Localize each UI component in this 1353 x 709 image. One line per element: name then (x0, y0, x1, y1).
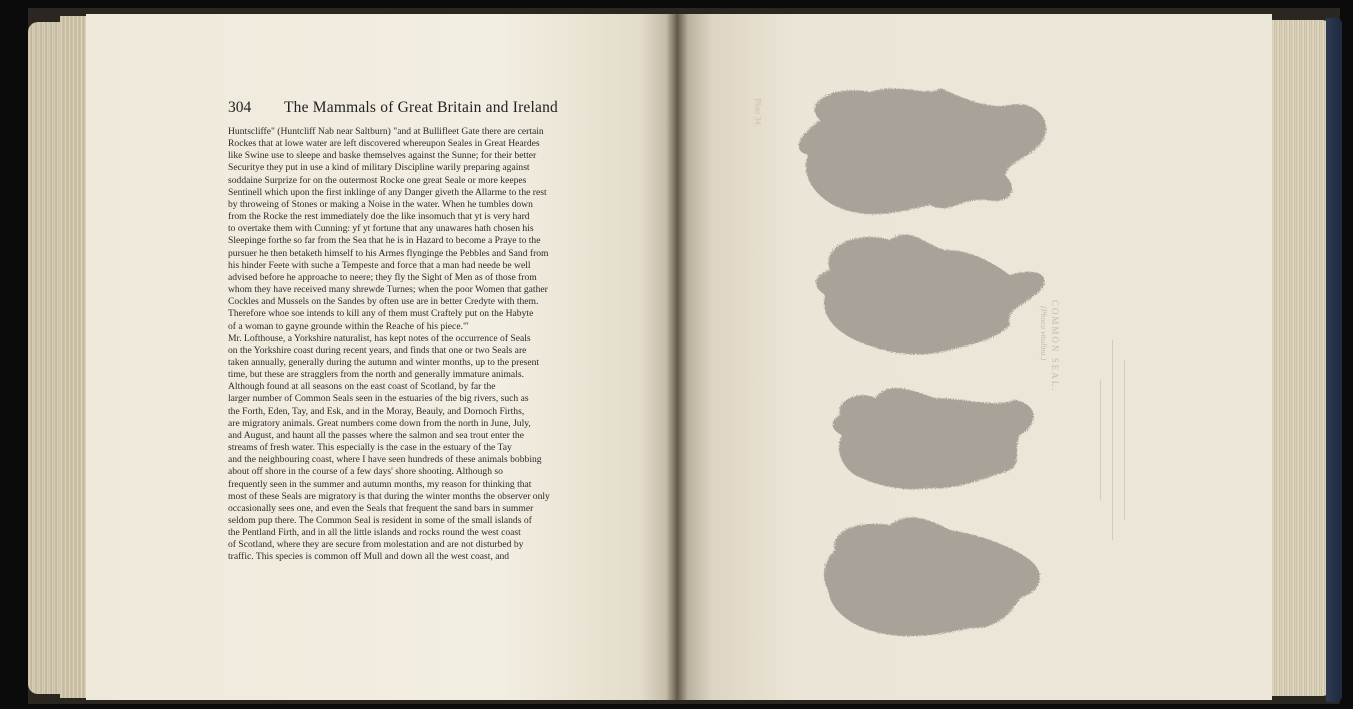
caption-title: COMMON SEAL. (1050, 300, 1060, 393)
page-edges-right (1270, 20, 1332, 696)
running-head (228, 99, 558, 119)
book-gutter (666, 14, 688, 700)
seal-pelt-3 (833, 388, 1034, 489)
caption-subtitle: (Phoca vitulina.) (1039, 306, 1048, 361)
body-text: Huntscliffe" (Huntcliff Nab near Saltburn) "and at Bullifleet Gate there are certain Rockes that at lowe water are left discovered whereupon Seales in Great Heardes like Swine use to sleepe and baske themselves against the Sunne; for their better Securitye they put in use a kind of military Discipline warily preparing against soddaine Surprize for on the outermost Rocke one great Seale or more keepes Sentinell which upon the first inklinge of any Danger giveth the Allarme to the rest by throweing of Stones or making a Noise in the water. When he tumbles down from the Rocke the rest immediately doe the like insomuch that yt is very hard to overtake them with Cunning: yf yt fortune that any unawares hath chosen his Sleepinge forthe so far from the Sea that he is in Hazard to become a Praye to the pursuer he then betaketh himself to his Armes flyngingе the Pebbles and Sand from his hinder Feete with suche a Tempeste and force that a man had neede be well advised before he approache to neere; they fly the Sight of Men as of those from whom they have received many shrewde Turnes; when the poor Women that gather Cockles and Mussels on the Sandes by often use are in better Credyte with them. Therefore whoe soe intends to kill any of them must Craftely put on the Habyte of a woman to gayne grounde within the Reache of his piece."' Mr. Lofthouse, a Yorkshire naturalist, has kept notes of the occurrence of Seals on the Yorkshire coast during recent years, and finds that one or two Seals are taken annually, generally during the autumn and winter months, up to the present time, but these are stragglers from the north and generally immature animals. Although found at all seasons on the east coast of Scotland, by far the larger number of Common Seals seen in the estuaries of the big rivers, such as the Forth, Eden, Tay, and Esk, and in the Moray, Beauly, and Dornoch Firths, are migratory animals. Great numbers come down from the north in June, July, and August, and haunt all the passes where the salmon and sea trout enter the streams of fresh water. This especially is the case in the estuary of the Tay and the neighbouring coast, where I have seen hundreds of these animals bobbing about off shore in the course of a few days' shore shooting. Although so frequently seen in the summer and autumn months, my reason for thinking that most of these Seals are migratory is that during the winter months the observer only occasionally sees one, and even the Seals that frequent the sand bars in summer seldom pup there. The Common Seal is resident in some of the small islands of the Pentland Firth, and in all the little islands and rocks round the west coast of Scotland, where they are secure from molestation and are not disturbed by traffic. This species is common off Mull and down all the west coast, and (228, 126, 550, 563)
page-edges-left-inner (60, 16, 86, 698)
caption-rule-2 (1112, 340, 1113, 540)
caption-rule-1 (1100, 380, 1101, 500)
seal-pelt-1 (799, 88, 1046, 214)
plate-number: Plate 34. (753, 98, 763, 127)
seal-pelt-illustrations (780, 80, 1080, 660)
seal-pelt-2 (816, 235, 1045, 355)
running-title: The Mammals of Great Britain and Ireland (284, 99, 558, 116)
page-number: 304 (228, 99, 252, 116)
book-cover-edge (1326, 18, 1342, 702)
caption-rule-3 (1124, 360, 1125, 520)
seal-pelt-4 (824, 517, 1040, 636)
